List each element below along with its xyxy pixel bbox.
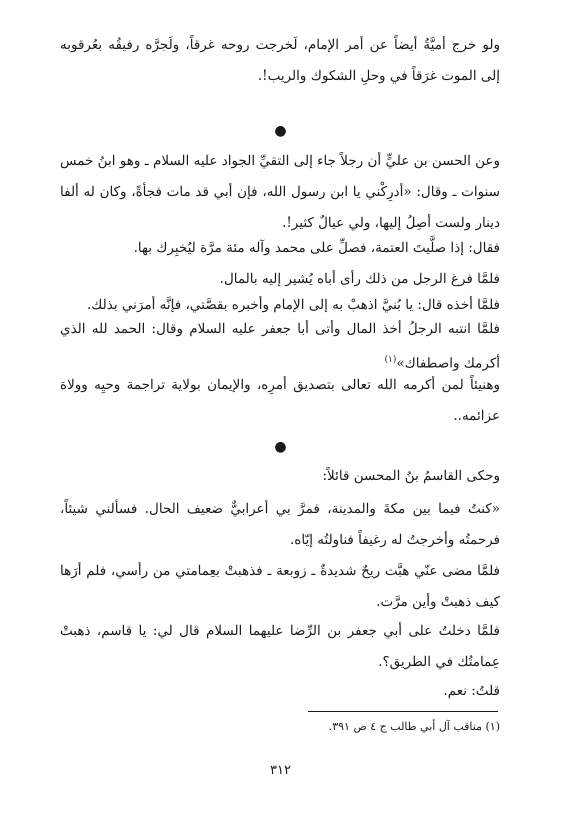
paragraph-qasim-wind: فلمَّا مضى عنّي هبَّت ريحٌ شديدةٌ ـ زوبعة ـ فذهبتْ بعِمامتي من رأسي، فلم أرَها كيف ذهبتْ وأين مرَّت.: [60, 563, 500, 610]
paragraph-qasim-imam: فلمَّا دخلتُ على أبي جعفر بن الرِّضا عليهما السلام قال لي: يا قاسم، ذهبتْ عِمامتُك في الطريق؟.: [60, 623, 500, 670]
footnote-reference: (١): [384, 355, 397, 365]
paragraph-qasim-bedouin: «كنتُ فيما بين مكةَ والمدينة، فمرَّ بي أعرابيٌّ ضعيف الحال. فسألني شيئاً، فرحمتُه وأخرجتُ له رغيفاً فناولتُه إيّاه.: [60, 501, 500, 548]
paragraph-blessing: وهنيئاً لمن أكرمه الله تعالى بتصديق أمرِه، والإيمان بولاية تراجمة وحيِه وولاة عزائمه..: [60, 377, 500, 424]
paragraph-qasim-answer: قلتُ: نعم.: [443, 683, 500, 699]
footnote: (١) مناقب آل أبي طالب ج ٤ ص ٣٩١.: [328, 720, 500, 733]
paragraph-imam-reply: فقال: إذا صلَّيتَ العتمة، فصلِّ على محمد وآله مئة مرَّة ليُخبِرك بها.: [133, 240, 500, 256]
section-ornament-2: ●: [274, 439, 287, 455]
paragraph-hassan-narration: وعن الحسن بن عليٍّ أن رجلاً جاء إلى التقيِّ الجواد عليه السلام ـ وهو ابنُ خمس سنوات ـ وقال: «أدرِكْني يا ابن رسول الله، فإن أبي قد مات فجأةً، وكان له ألفا دينار ولست أصِلُ إليها، ولي عيالٌ كثير!.: [60, 153, 500, 231]
paragraph-qasim-intro: وحكى القاسمُ بنُ المحسن قائلاً:: [322, 468, 500, 484]
paragraph-umayya: ولو خرج أميَّةُ أيضاً عن أمر الإمام، لَخرجت روحه غرقاً، ولَجرَّه رفيقُه بعُرقوبه إلى الموت غرَقاً في وحلِ الشكوك والريب!.: [60, 37, 500, 84]
footnote-divider: [308, 711, 498, 712]
page-number: ٣١٢: [270, 763, 291, 778]
paragraph-man-awakens-text: فلمَّا انتبه الرجلُ أخذ المال وأتى أبا جعفر عليه السلام وقال: الحمد لله الذي أكرمك واصطفاك»: [60, 321, 500, 372]
paragraph-father-instruction: فلمَّا أخذه قال: يا بُنيَّ اذهبْ به إلى الإمام وأخبره بقصَّتي، فإنَّه أمرَني بذلك.: [87, 297, 500, 313]
paragraph-father-vision: فلمَّا فرغ الرجل من ذلك رأى أباه يُشير إليه بالمال.: [219, 271, 500, 287]
section-ornament-1: ●: [274, 123, 287, 139]
